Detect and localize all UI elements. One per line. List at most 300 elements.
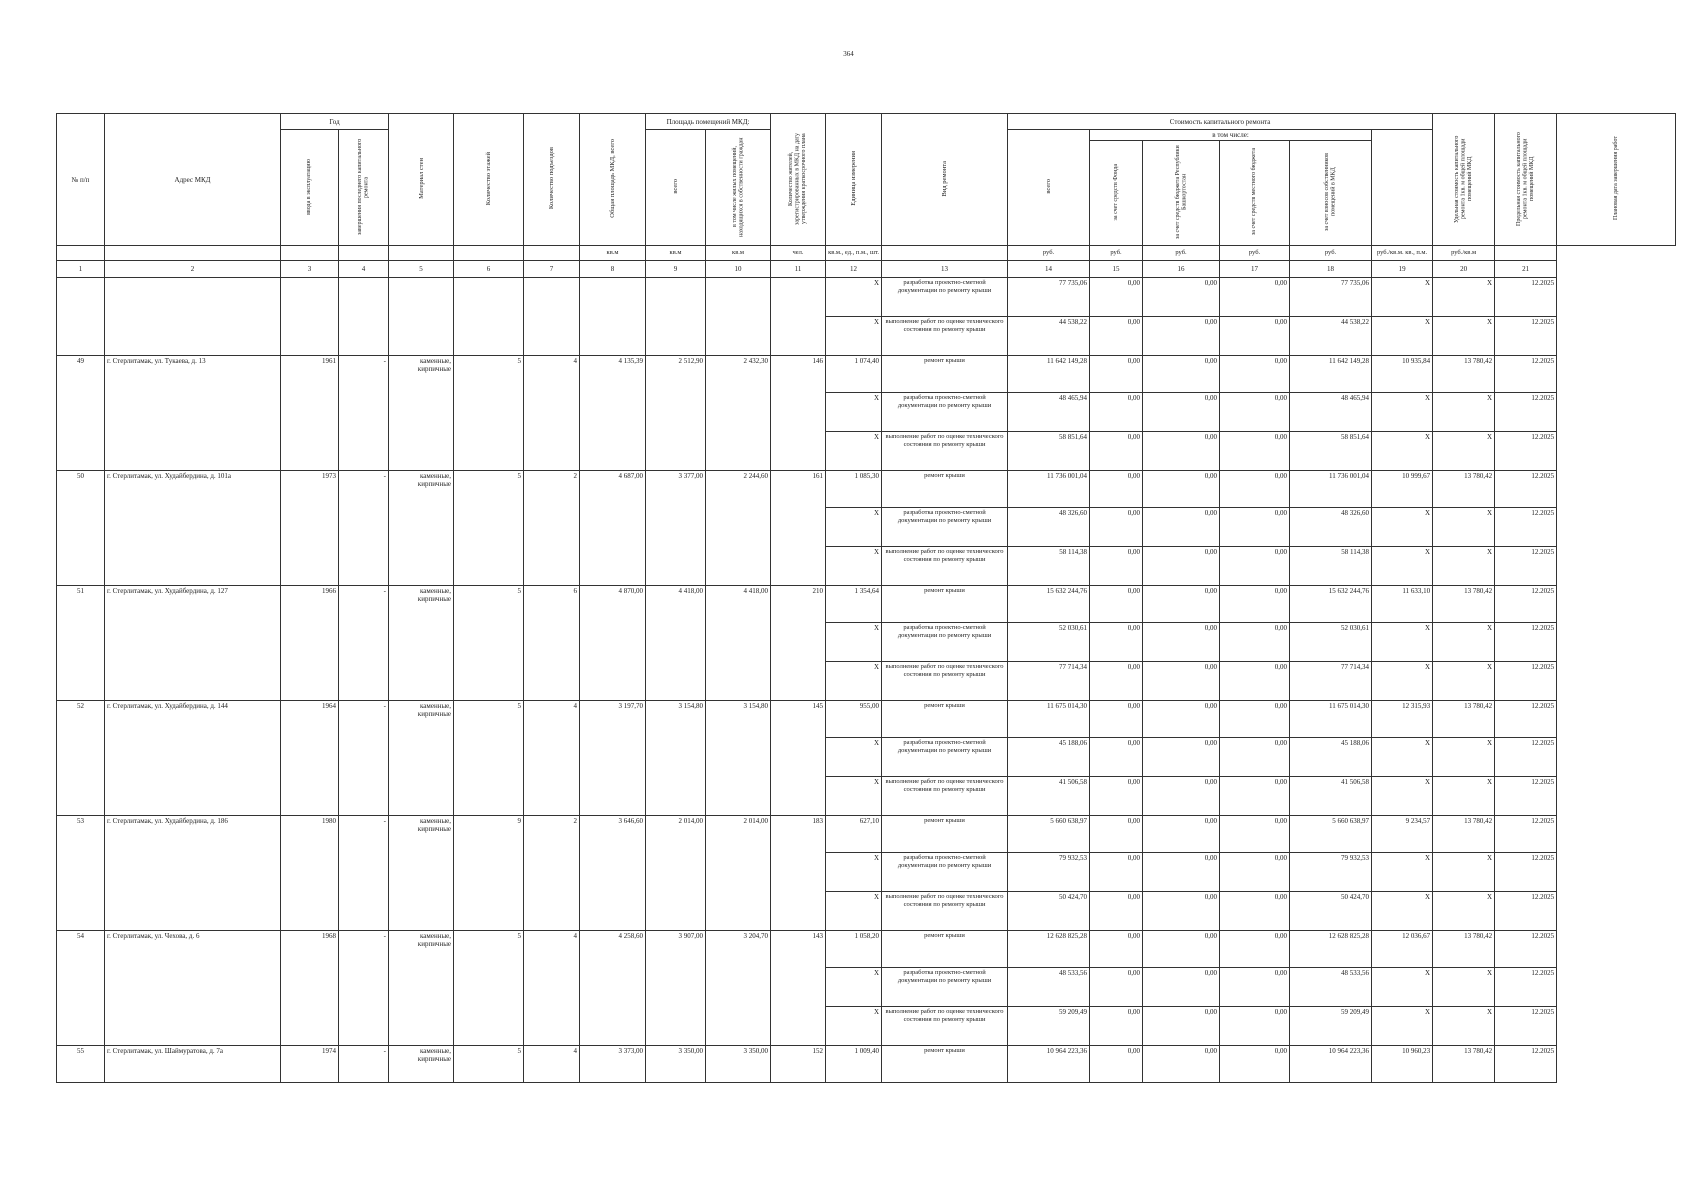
cell-cost-local: 0,00 <box>1220 931 1290 968</box>
header-year-built: ввода в эксплуатацию <box>281 130 339 246</box>
cell-material: каменные, кирпичные <box>389 701 454 816</box>
cell-deadline: 12.2025 <box>1495 931 1557 968</box>
cell-unit-cost: X <box>1372 738 1433 777</box>
cell-max-cost: 13 780,42 <box>1433 701 1495 738</box>
cell-entrances: 4 <box>524 356 580 471</box>
cell-cost-local: 0,00 <box>1220 432 1290 471</box>
cell-unit: 627,10 <box>826 816 882 853</box>
cell-max-cost: 13 780,42 <box>1433 1046 1495 1083</box>
col-num: 21 <box>1495 261 1557 278</box>
cell-year-repair: - <box>339 471 389 586</box>
cell-cost-fund: 0,00 <box>1090 662 1143 701</box>
cell-premises-total: 4 418,00 <box>646 586 706 701</box>
cell-unit-cost: X <box>1372 662 1433 701</box>
unit-cell: руб. <box>1143 246 1220 261</box>
cell-unit: X <box>826 508 882 547</box>
col-num: 7 <box>524 261 580 278</box>
cell-premises-owned <box>706 278 771 356</box>
cell-cost-owners: 45 188,06 <box>1290 738 1372 777</box>
cell-cost-fund: 0,00 <box>1090 701 1143 738</box>
cell-unit-cost: 9 234,57 <box>1372 816 1433 853</box>
table-row <box>57 931 1676 968</box>
cell-deadline: 12.2025 <box>1495 508 1557 547</box>
cell-cost-republic: 0,00 <box>1143 1046 1220 1083</box>
col-num: 2 <box>105 261 281 278</box>
cell-cost-local: 0,00 <box>1220 662 1290 701</box>
table-row <box>57 816 1676 853</box>
cell-deadline: 12.2025 <box>1495 393 1557 432</box>
header-year-group: Год <box>281 114 389 130</box>
cell-work-type: ремонт крыши <box>882 1046 1008 1083</box>
cell-cost-total: 15 632 244,76 <box>1008 586 1090 623</box>
cell-work-type: ремонт крыши <box>882 586 1008 623</box>
table-row <box>57 1046 1676 1083</box>
cell-year-repair: - <box>339 1046 389 1083</box>
cell-no <box>57 278 105 356</box>
cell-work-type: выполнение работ по оценке технического состояния по ремонту крыши <box>882 547 1008 586</box>
cell-unit-cost: 10 960,23 <box>1372 1046 1433 1083</box>
unit-cell: руб. <box>1220 246 1290 261</box>
cell-work-type: выполнение работ по оценке технического состояния по ремонту крыши <box>882 777 1008 816</box>
column-numbers-row <box>57 261 1676 278</box>
col-num: 12 <box>826 261 882 278</box>
cell-residents: 145 <box>771 701 826 816</box>
cell-deadline: 12.2025 <box>1495 586 1557 623</box>
cell-cost-republic: 0,00 <box>1143 892 1220 931</box>
cell-address: г. Стерлитамак, ул. Шаймуратова, д. 7а <box>105 1046 281 1083</box>
cell-premises-owned: 3 154,80 <box>706 701 771 816</box>
header-cost-local: за счет средств местного бюджета <box>1220 141 1290 246</box>
header-unit-cost: Удельная стоимость капитального ремонта 1кв. м общей площади помещений МКД <box>1433 114 1495 246</box>
header-unit: Единица измерения <box>826 114 882 246</box>
header-address: Адрес МКД <box>105 114 281 246</box>
cell-cost-total: 10 964 223,36 <box>1008 1046 1090 1083</box>
cell-cost-owners: 50 424,70 <box>1290 892 1372 931</box>
cell-total-area <box>580 278 646 356</box>
cell-deadline: 12.2025 <box>1495 1007 1557 1046</box>
cell-no: 50 <box>57 471 105 586</box>
cell-residents: 143 <box>771 931 826 1046</box>
cell-address: г. Стерлитамак, ул. Худайбердина, д. 144 <box>105 701 281 816</box>
cell-cost-republic: 0,00 <box>1143 816 1220 853</box>
cell-address <box>105 278 281 356</box>
cell-cost-republic: 0,00 <box>1143 931 1220 968</box>
cell-work-type: разработка проектно-сметной документации по ремонту крыши <box>882 508 1008 547</box>
cell-cost-republic: 0,00 <box>1143 432 1220 471</box>
cell-cost-fund: 0,00 <box>1090 931 1143 968</box>
cell-cost-republic: 0,00 <box>1143 586 1220 623</box>
cell-unit: X <box>826 853 882 892</box>
cell-unit: X <box>826 432 882 471</box>
cell-cost-republic: 0,00 <box>1143 471 1220 508</box>
cell-cost-owners: 41 506,58 <box>1290 777 1372 816</box>
cell-residents: 210 <box>771 586 826 701</box>
cell-deadline: 12.2025 <box>1495 968 1557 1007</box>
header-cost-republic: за счет средств бюджета Республики Башкортостан <box>1143 141 1220 246</box>
cell-max-cost: X <box>1433 777 1495 816</box>
cell-work-type: ремонт крыши <box>882 471 1008 508</box>
cell-unit: X <box>826 317 882 356</box>
cell-unit-cost: X <box>1372 547 1433 586</box>
cell-cost-local: 0,00 <box>1220 623 1290 662</box>
cell-cost-owners: 77 714,34 <box>1290 662 1372 701</box>
cell-floors: 5 <box>454 586 524 701</box>
cell-cost-local: 0,00 <box>1220 471 1290 508</box>
table-header <box>57 114 1676 278</box>
cell-unit-cost: X <box>1372 623 1433 662</box>
cell-address: г. Стерлитамак, ул. Тукаева, д. 13 <box>105 356 281 471</box>
cell-unit-cost: X <box>1372 432 1433 471</box>
header-floors: Количество этажей <box>454 114 524 246</box>
cell-cost-total: 58 851,64 <box>1008 432 1090 471</box>
cell-unit-cost: 10 935,84 <box>1372 356 1433 393</box>
cell-cost-local: 0,00 <box>1220 738 1290 777</box>
cell-unit: X <box>826 662 882 701</box>
col-num: 17 <box>1220 261 1290 278</box>
cell-unit-cost: X <box>1372 968 1433 1007</box>
cell-cost-owners: 15 632 244,76 <box>1290 586 1372 623</box>
cell-cost-fund: 0,00 <box>1090 547 1143 586</box>
cell-cost-republic: 0,00 <box>1143 1007 1220 1046</box>
col-num: 3 <box>281 261 339 278</box>
cell-cost-republic: 0,00 <box>1143 701 1220 738</box>
cell-max-cost: 13 780,42 <box>1433 816 1495 853</box>
cell-premises-total: 2 512,90 <box>646 356 706 471</box>
cell-cost-fund: 0,00 <box>1090 777 1143 816</box>
cell-total-area: 4 687,00 <box>580 471 646 586</box>
header-no: № п/п <box>57 114 105 246</box>
cell-cost-owners: 48 465,94 <box>1290 393 1372 432</box>
cell-cost-local: 0,00 <box>1220 1046 1290 1083</box>
cell-cost-local: 0,00 <box>1220 278 1290 317</box>
cell-cost-fund: 0,00 <box>1090 1046 1143 1083</box>
unit-cell: кв.м., ед., п.м., шт. <box>826 246 882 261</box>
cell-unit-cost: X <box>1372 393 1433 432</box>
cell-work-type: выполнение работ по оценке технического состояния по ремонту крыши <box>882 1007 1008 1046</box>
cell-material: каменные, кирпичные <box>389 356 454 471</box>
cell-cost-owners: 48 326,60 <box>1290 508 1372 547</box>
cell-cost-local: 0,00 <box>1220 1007 1290 1046</box>
cell-cost-owners: 10 964 223,36 <box>1290 1046 1372 1083</box>
units-row <box>57 246 1676 261</box>
col-num: 14 <box>1008 261 1090 278</box>
col-num: 11 <box>771 261 826 278</box>
cell-total-area: 4 258,60 <box>580 931 646 1046</box>
table-row <box>57 701 1676 738</box>
cell-cost-total: 41 506,58 <box>1008 777 1090 816</box>
cell-deadline: 12.2025 <box>1495 662 1557 701</box>
cell-floors: 5 <box>454 931 524 1046</box>
cell-year-built: 1973 <box>281 471 339 586</box>
cell-cost-fund: 0,00 <box>1090 471 1143 508</box>
table-body <box>57 278 1676 1083</box>
cell-cost-total: 48 533,56 <box>1008 968 1090 1007</box>
cell-cost-local: 0,00 <box>1220 816 1290 853</box>
cell-max-cost: X <box>1433 317 1495 356</box>
col-num: 20 <box>1433 261 1495 278</box>
cell-unit-cost: X <box>1372 508 1433 547</box>
cell-floors: 5 <box>454 356 524 471</box>
cell-deadline: 12.2025 <box>1495 777 1557 816</box>
cell-premises-owned: 4 418,00 <box>706 586 771 701</box>
cell-deadline: 12.2025 <box>1495 853 1557 892</box>
cell-address: г. Стерлитамак, ул. Худайбердина, д. 186 <box>105 816 281 931</box>
cell-premises-owned: 3 204,70 <box>706 931 771 1046</box>
cell-unit-cost: X <box>1372 777 1433 816</box>
cell-unit: X <box>826 1007 882 1046</box>
header-residents: Количество жителей, зарегистрированных в МКД на дату утверждения краткосрочного плана <box>771 114 826 246</box>
cell-work-type: ремонт крыши <box>882 701 1008 738</box>
col-num: 1 <box>57 261 105 278</box>
cell-cost-fund: 0,00 <box>1090 738 1143 777</box>
cell-deadline: 12.2025 <box>1495 623 1557 662</box>
cell-cost-total: 11 642 149,28 <box>1008 356 1090 393</box>
cell-max-cost: X <box>1433 1007 1495 1046</box>
header-premises-owned: в том числе жилых помещений, находящихся в собственности граждан <box>706 130 771 246</box>
col-num: 18 <box>1290 261 1372 278</box>
cell-material: каменные, кирпичные <box>389 586 454 701</box>
cell-max-cost: X <box>1433 853 1495 892</box>
col-num: 9 <box>646 261 706 278</box>
cell-residents: 146 <box>771 356 826 471</box>
table-row <box>57 586 1676 623</box>
cell-entrances <box>524 278 580 356</box>
cell-year-repair: - <box>339 586 389 701</box>
cell-cost-local: 0,00 <box>1220 508 1290 547</box>
cell-deadline: 12.2025 <box>1495 892 1557 931</box>
unit-cell: кв.м <box>646 246 706 261</box>
repair-plan-table <box>56 113 1676 1083</box>
header-incl: в том числе: <box>1090 130 1372 141</box>
cell-floors: 5 <box>454 701 524 816</box>
cell-unit-cost: X <box>1372 278 1433 317</box>
cell-premises-total: 3 350,00 <box>646 1046 706 1083</box>
cell-cost-fund: 0,00 <box>1090 853 1143 892</box>
cell-deadline: 12.2025 <box>1495 547 1557 586</box>
cell-work-type: разработка проектно-сметной документации по ремонту крыши <box>882 623 1008 662</box>
cell-cost-total: 12 628 825,28 <box>1008 931 1090 968</box>
cell-cost-total: 45 188,06 <box>1008 738 1090 777</box>
cell-cost-total: 11 736 001,04 <box>1008 471 1090 508</box>
cell-unit: 1 074,40 <box>826 356 882 393</box>
cell-cost-owners: 58 114,38 <box>1290 547 1372 586</box>
cell-unit: 1 085,30 <box>826 471 882 508</box>
cell-premises-total: 2 014,00 <box>646 816 706 931</box>
header-cost-fund: за счет средств Фонда <box>1090 141 1143 246</box>
cell-unit: X <box>826 892 882 931</box>
cell-cost-owners: 79 932,53 <box>1290 853 1372 892</box>
cell-cost-owners: 11 736 001,04 <box>1290 471 1372 508</box>
cell-floors: 9 <box>454 816 524 931</box>
cell-max-cost: X <box>1433 547 1495 586</box>
cell-cost-owners: 58 851,64 <box>1290 432 1372 471</box>
cell-cost-owners: 44 538,22 <box>1290 317 1372 356</box>
cell-work-type: разработка проектно-сметной документации по ремонту крыши <box>882 738 1008 777</box>
cell-residents <box>771 278 826 356</box>
cell-cost-total: 50 424,70 <box>1008 892 1090 931</box>
cell-year-built: 1961 <box>281 356 339 471</box>
cell-cost-republic: 0,00 <box>1143 393 1220 432</box>
cell-floors <box>454 278 524 356</box>
cell-cost-local: 0,00 <box>1220 701 1290 738</box>
cell-cost-fund: 0,00 <box>1090 508 1143 547</box>
cell-deadline: 12.2025 <box>1495 701 1557 738</box>
cell-cost-fund: 0,00 <box>1090 623 1143 662</box>
cell-max-cost: 13 780,42 <box>1433 356 1495 393</box>
header-total-area: Общая площадь МКД, всего <box>580 114 646 246</box>
cell-max-cost: 13 780,42 <box>1433 471 1495 508</box>
cell-cost-total: 58 114,38 <box>1008 547 1090 586</box>
cell-unit-cost: X <box>1372 317 1433 356</box>
cell-unit: 955,00 <box>826 701 882 738</box>
header-deadline: Плановая дата завершения работ <box>1557 114 1676 246</box>
cell-cost-total: 48 465,94 <box>1008 393 1090 432</box>
cell-unit: 1 354,64 <box>826 586 882 623</box>
cell-total-area: 3 646,60 <box>580 816 646 931</box>
cell-work-type: ремонт крыши <box>882 816 1008 853</box>
col-num: 10 <box>706 261 771 278</box>
cell-year-built: 1980 <box>281 816 339 931</box>
header-premises-total: всего <box>646 130 706 246</box>
header-entrances: Количество подъездов <box>524 114 580 246</box>
cell-cost-republic: 0,00 <box>1143 853 1220 892</box>
cell-max-cost: X <box>1433 892 1495 931</box>
cell-cost-owners: 11 642 149,28 <box>1290 356 1372 393</box>
cell-cost-republic: 0,00 <box>1143 738 1220 777</box>
cell-cost-local: 0,00 <box>1220 853 1290 892</box>
cell-cost-republic: 0,00 <box>1143 662 1220 701</box>
unit-cell: руб. <box>1290 246 1372 261</box>
cell-cost-local: 0,00 <box>1220 586 1290 623</box>
cell-total-area: 3 197,70 <box>580 701 646 816</box>
cell-unit: 1 009,40 <box>826 1046 882 1083</box>
cell-premises-owned: 2 244,60 <box>706 471 771 586</box>
cell-no: 53 <box>57 816 105 931</box>
cell-total-area: 4 870,00 <box>580 586 646 701</box>
cell-year-repair: - <box>339 931 389 1046</box>
cell-cost-total: 11 675 014,30 <box>1008 701 1090 738</box>
col-num: 13 <box>882 261 1008 278</box>
cell-unit-cost: 10 999,67 <box>1372 471 1433 508</box>
cell-year-repair: - <box>339 816 389 931</box>
cell-year-built: 1968 <box>281 931 339 1046</box>
table-row <box>57 471 1676 508</box>
cell-floors: 5 <box>454 1046 524 1083</box>
cell-cost-total: 48 326,60 <box>1008 508 1090 547</box>
cell-unit-cost: 12 036,67 <box>1372 931 1433 968</box>
col-num: 15 <box>1090 261 1143 278</box>
header-cost-group: Стоимость капитального ремонта <box>1008 114 1433 130</box>
cell-year-repair: - <box>339 356 389 471</box>
cell-cost-total: 52 030,61 <box>1008 623 1090 662</box>
cell-year-built: 1966 <box>281 586 339 701</box>
cell-year-built: 1974 <box>281 1046 339 1083</box>
unit-cell: руб. <box>1090 246 1143 261</box>
cell-residents: 161 <box>771 471 826 586</box>
cell-cost-total: 59 209,49 <box>1008 1007 1090 1046</box>
col-num: 5 <box>389 261 454 278</box>
cell-cost-total: 44 538,22 <box>1008 317 1090 356</box>
cell-deadline: 12.2025 <box>1495 1046 1557 1083</box>
cell-deadline: 12.2025 <box>1495 738 1557 777</box>
cell-year-built <box>281 278 339 356</box>
cell-max-cost: X <box>1433 738 1495 777</box>
cell-entrances: 2 <box>524 471 580 586</box>
col-num: 8 <box>580 261 646 278</box>
cell-cost-fund: 0,00 <box>1090 586 1143 623</box>
cell-cost-total: 5 660 638,97 <box>1008 816 1090 853</box>
unit-cell: руб./кв.м <box>1433 246 1495 261</box>
cell-cost-republic: 0,00 <box>1143 356 1220 393</box>
cell-address: г. Стерлитамак, ул. Худайбердина, д. 101а <box>105 471 281 586</box>
cell-no: 52 <box>57 701 105 816</box>
cell-unit-cost: 11 633,10 <box>1372 586 1433 623</box>
cell-cost-owners: 5 660 638,97 <box>1290 816 1372 853</box>
col-num: 4 <box>339 261 389 278</box>
cell-premises-owned: 2 432,30 <box>706 356 771 471</box>
cell-unit: X <box>826 393 882 432</box>
cell-cost-republic: 0,00 <box>1143 623 1220 662</box>
cell-cost-fund: 0,00 <box>1090 432 1143 471</box>
cell-year-repair <box>339 278 389 356</box>
cell-cost-local: 0,00 <box>1220 356 1290 393</box>
cell-deadline: 12.2025 <box>1495 317 1557 356</box>
cell-cost-owners: 48 533,56 <box>1290 968 1372 1007</box>
cell-premises-owned: 3 350,00 <box>706 1046 771 1083</box>
cell-cost-fund: 0,00 <box>1090 968 1143 1007</box>
cell-cost-owners: 12 628 825,28 <box>1290 931 1372 968</box>
cell-unit: X <box>826 278 882 317</box>
cell-cost-total: 77 735,06 <box>1008 278 1090 317</box>
cell-cost-local: 0,00 <box>1220 393 1290 432</box>
cell-cost-owners: 11 675 014,30 <box>1290 701 1372 738</box>
table-row <box>57 278 1676 317</box>
cell-material: каменные, кирпичные <box>389 1046 454 1083</box>
cell-deadline: 12.2025 <box>1495 278 1557 317</box>
repair-plan-table-wrap <box>56 113 1676 1083</box>
unit-cell: руб./кв.м. кв., п.м. <box>1372 246 1433 261</box>
cell-cost-local: 0,00 <box>1220 317 1290 356</box>
cell-cost-republic: 0,00 <box>1143 777 1220 816</box>
cell-max-cost: X <box>1433 393 1495 432</box>
cell-max-cost: X <box>1433 508 1495 547</box>
cell-work-type: выполнение работ по оценке технического состояния по ремонту крыши <box>882 317 1008 356</box>
cell-year-built: 1964 <box>281 701 339 816</box>
cell-unit-cost: X <box>1372 1007 1433 1046</box>
cell-no: 54 <box>57 931 105 1046</box>
header-cost-owners: за счет взносов собственников помещений в МКД <box>1290 141 1372 246</box>
unit-cell: кв.м <box>580 246 646 261</box>
table-row <box>57 356 1676 393</box>
header-cost-total: всего <box>1008 130 1090 246</box>
cell-deadline: 12.2025 <box>1495 356 1557 393</box>
cell-material: каменные, кирпичные <box>389 816 454 931</box>
cell-cost-local: 0,00 <box>1220 547 1290 586</box>
cell-deadline: 12.2025 <box>1495 816 1557 853</box>
cell-cost-fund: 0,00 <box>1090 393 1143 432</box>
cell-address: г. Стерлитамак, ул. Худайбердина, д. 127 <box>105 586 281 701</box>
unit-cell: руб. <box>1008 246 1090 261</box>
cell-max-cost: 13 780,42 <box>1433 586 1495 623</box>
unit-cell: кв.м <box>706 246 771 261</box>
cell-unit: X <box>826 623 882 662</box>
page-number: 364 <box>843 50 854 58</box>
cell-no: 55 <box>57 1046 105 1083</box>
cell-work-type: выполнение работ по оценке технического состояния по ремонту крыши <box>882 432 1008 471</box>
cell-cost-fund: 0,00 <box>1090 278 1143 317</box>
cell-cost-total: 77 714,34 <box>1008 662 1090 701</box>
header-max-cost: Предельная стоимость капитального ремонта 1кв. м общей площади помещений МКД <box>1495 114 1557 246</box>
